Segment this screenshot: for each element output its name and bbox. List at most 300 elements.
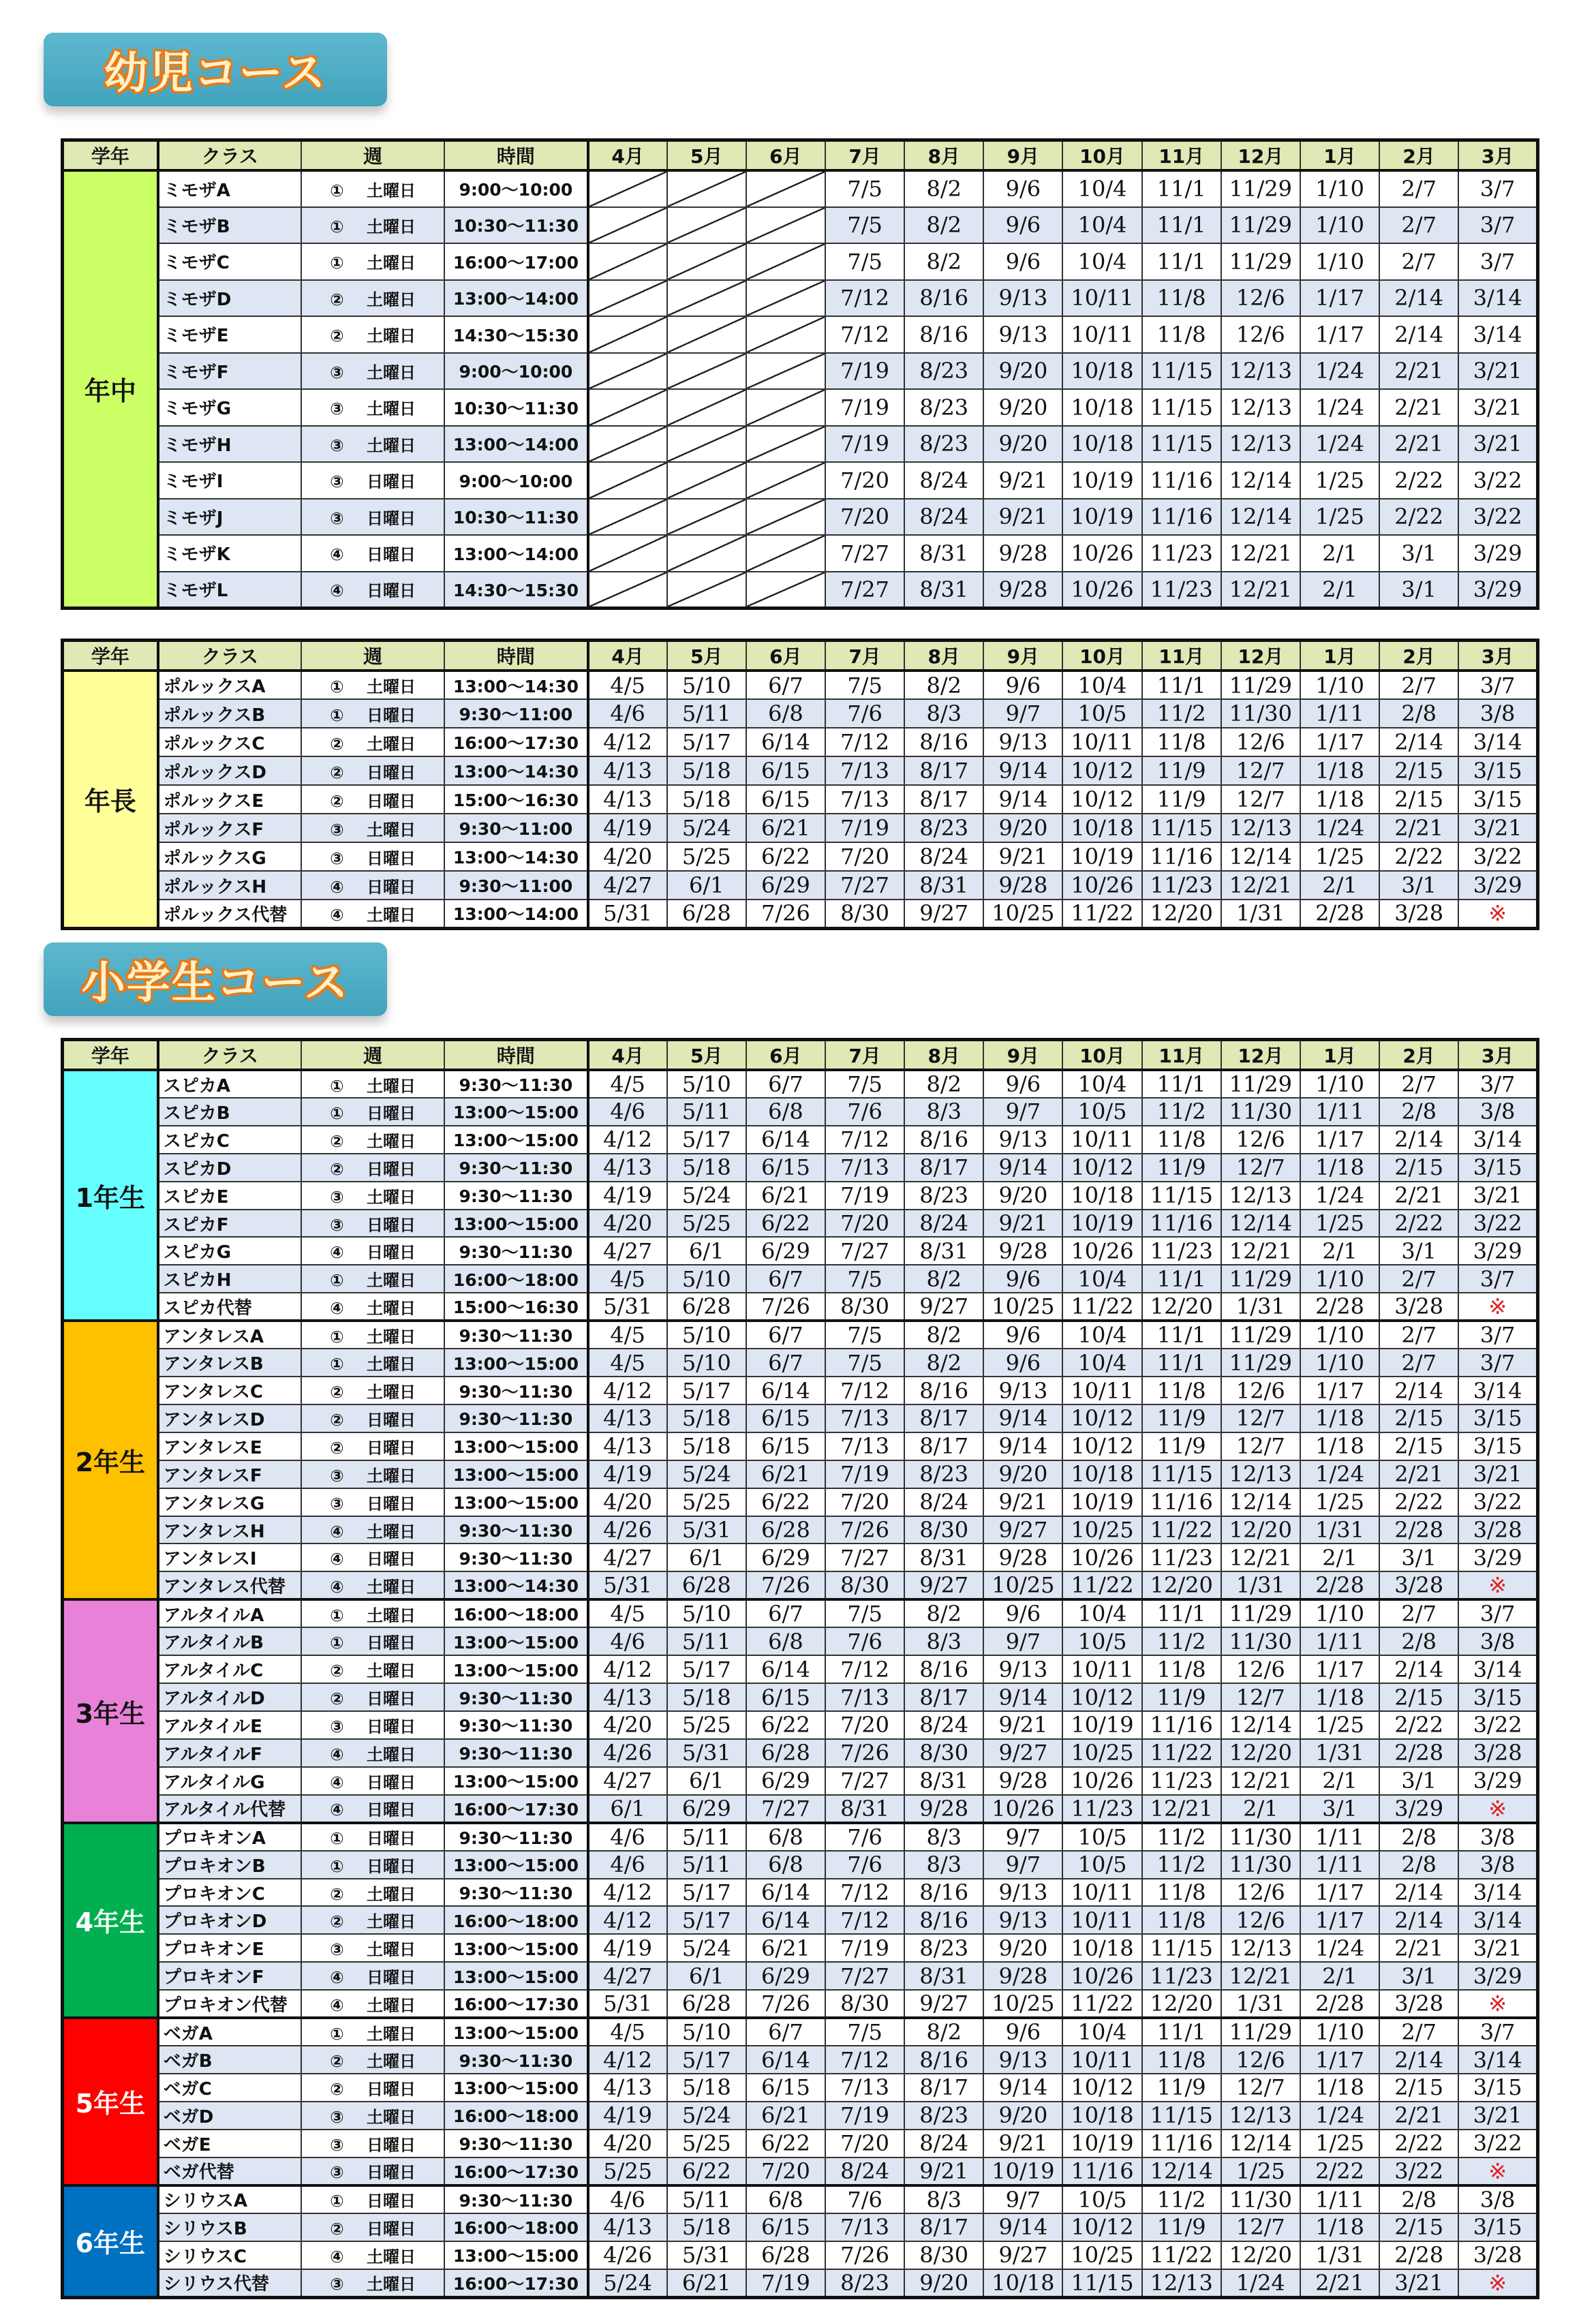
date-cell: 9/27 bbox=[983, 1739, 1062, 1767]
date-cell: 6/15 bbox=[746, 756, 825, 785]
date-cell: 9/28 bbox=[983, 871, 1062, 900]
time-cell: 16:00〜17:30 bbox=[444, 1990, 587, 2018]
table-row bbox=[63, 1321, 1538, 1349]
class-name: ポルックスA bbox=[158, 671, 301, 699]
week-number: ② bbox=[330, 1884, 344, 1904]
table-row bbox=[63, 2213, 1538, 2241]
date-cell: 1/31 bbox=[1221, 1571, 1300, 1599]
date-cell: 12/13 bbox=[1221, 389, 1300, 426]
date-cell: 8/2 bbox=[904, 1265, 983, 1293]
week-number: ② bbox=[330, 326, 344, 346]
table-row bbox=[63, 1544, 1538, 1571]
date-cell: 9/7 bbox=[983, 1851, 1062, 1879]
date-cell: 2/22 bbox=[1379, 1210, 1458, 1238]
date-cell: 10/12 bbox=[1062, 1432, 1141, 1460]
date-cell: 10/11 bbox=[1062, 1906, 1141, 1934]
table-row bbox=[63, 1293, 1538, 1321]
month-header: 12月 bbox=[1221, 140, 1300, 171]
date-cell: 7/6 bbox=[825, 2185, 904, 2213]
weekday: 日曜日 bbox=[366, 1829, 416, 1849]
week-number: ① bbox=[330, 181, 344, 200]
table-row bbox=[63, 1683, 1538, 1711]
date-cell: 2/22 bbox=[1379, 2130, 1458, 2157]
date-cell: 6/8 bbox=[746, 1098, 825, 1126]
date-cell: 8/17 bbox=[904, 756, 983, 785]
weekday: 土曜日 bbox=[366, 290, 416, 309]
date-cell: 4/6 bbox=[588, 2185, 667, 2213]
week-cell bbox=[301, 728, 444, 756]
date-cell: 7/13 bbox=[825, 2213, 904, 2241]
date-cell: 8/23 bbox=[904, 2102, 983, 2130]
date-cell: 8/31 bbox=[825, 1795, 904, 1823]
time-cell: 13:00〜15:00 bbox=[444, 1934, 587, 1962]
date-cell: 6/28 bbox=[667, 900, 746, 928]
table-row bbox=[63, 871, 1538, 900]
date-cell: 7/27 bbox=[825, 1767, 904, 1795]
date-cell: 10/12 bbox=[1062, 1683, 1141, 1711]
date-cell: 1/17 bbox=[1300, 1906, 1379, 1934]
week-number: ② bbox=[330, 2079, 344, 2099]
date-cell: 6/7 bbox=[746, 1265, 825, 1293]
date-cell: 9/6 bbox=[983, 671, 1062, 699]
date-cell: 6/22 bbox=[746, 1210, 825, 1238]
weekday: 土曜日 bbox=[366, 2024, 416, 2044]
date-cell: 4/19 bbox=[588, 814, 667, 842]
date-cell: 6/29 bbox=[746, 1767, 825, 1795]
date-cell: 2/21 bbox=[1379, 1934, 1458, 1962]
date-cell: 3/14 bbox=[1458, 1377, 1537, 1404]
date-cell: 7/27 bbox=[746, 1795, 825, 1823]
date-cell: 6/7 bbox=[746, 1349, 825, 1377]
date-cell: 6/7 bbox=[746, 1070, 825, 1098]
date-cell: 10/4 bbox=[1062, 1265, 1141, 1293]
date-cell: 11/23 bbox=[1142, 871, 1221, 900]
date-cell: 2/7 bbox=[1379, 170, 1458, 207]
date-cell: 5/25 bbox=[667, 1488, 746, 1516]
month-header: 10月 bbox=[1062, 140, 1141, 171]
date-cell: 9/21 bbox=[983, 499, 1062, 536]
date-cell: 9/6 bbox=[983, 1321, 1062, 1349]
date-cell: 3/15 bbox=[1458, 756, 1537, 785]
date-cell: 11/29 bbox=[1221, 2018, 1300, 2046]
date-cell: 4/20 bbox=[588, 842, 667, 871]
date-cell: 11/16 bbox=[1142, 1210, 1221, 1238]
week-cell bbox=[301, 1571, 444, 1599]
week-cell bbox=[301, 1404, 444, 1432]
class-name: プロキオン代替 bbox=[158, 1990, 301, 2018]
time-cell: 9:30〜11:00 bbox=[444, 871, 587, 900]
month-header: 3月 bbox=[1458, 140, 1537, 171]
date-cell: 8/30 bbox=[904, 1739, 983, 1767]
date-cell: 8/31 bbox=[904, 1767, 983, 1795]
date-cell: 3/29 bbox=[1379, 1795, 1458, 1823]
date-cell: 9/20 bbox=[904, 2269, 983, 2298]
date-cell: 8/24 bbox=[904, 462, 983, 499]
date-cell: 12/13 bbox=[1221, 2102, 1300, 2130]
table-row bbox=[63, 572, 1538, 609]
date-cell: 2/21 bbox=[1379, 1460, 1458, 1488]
month-header: 10月 bbox=[1062, 641, 1141, 671]
weekday: 日曜日 bbox=[366, 1103, 416, 1123]
date-cell: 5/31 bbox=[588, 900, 667, 928]
date-cell: 9/6 bbox=[983, 1349, 1062, 1377]
table-row bbox=[63, 1962, 1538, 1990]
date-cell: 12/13 bbox=[1142, 2269, 1221, 2298]
date-cell: 12/7 bbox=[1221, 756, 1300, 785]
date-cell: 7/13 bbox=[825, 1404, 904, 1432]
time-cell: 16:00〜17:30 bbox=[444, 2157, 587, 2185]
date-cell: 5/31 bbox=[588, 1293, 667, 1321]
week-cell bbox=[301, 2102, 444, 2130]
date-cell: 11/23 bbox=[1142, 1544, 1221, 1571]
date-cell: 11/16 bbox=[1142, 842, 1221, 871]
date-cell: 2/22 bbox=[1379, 842, 1458, 871]
table-row bbox=[63, 1237, 1538, 1265]
date-cell: 11/23 bbox=[1062, 1795, 1141, 1823]
week-number: ④ bbox=[330, 1243, 344, 1263]
date-cell: 4/27 bbox=[588, 1962, 667, 1990]
week-cell bbox=[301, 2018, 444, 2046]
weekday: 日曜日 bbox=[366, 581, 416, 600]
week-cell bbox=[301, 814, 444, 842]
date-cell: 9/13 bbox=[983, 316, 1062, 353]
week-number: ④ bbox=[330, 1298, 344, 1318]
table-row bbox=[63, 2102, 1538, 2130]
week-cell bbox=[301, 499, 444, 536]
date-cell: 4/12 bbox=[588, 1879, 667, 1907]
date-cell: 7/19 bbox=[825, 2102, 904, 2130]
grade-label: 1年生 bbox=[63, 1070, 158, 1321]
weekday: 土曜日 bbox=[366, 1383, 416, 1402]
date-cell: 8/30 bbox=[904, 1516, 983, 1544]
date-cell: 11/22 bbox=[1142, 1739, 1221, 1767]
date-cell: 10/18 bbox=[983, 2269, 1062, 2298]
date-cell: 9/13 bbox=[983, 1906, 1062, 1934]
time-cell: 16:00〜18:00 bbox=[444, 1265, 587, 1293]
date-cell: 6/1 bbox=[667, 1544, 746, 1571]
weekday: 日曜日 bbox=[366, 1856, 416, 1876]
week-cell bbox=[301, 1795, 444, 1823]
date-cell: 2/1 bbox=[1221, 1795, 1300, 1823]
date-cell: 8/24 bbox=[904, 2130, 983, 2157]
date-cell: 7/5 bbox=[825, 1070, 904, 1098]
date-cell: 7/19 bbox=[825, 814, 904, 842]
date-cell: 8/31 bbox=[904, 535, 983, 572]
date-cell: 3/21 bbox=[1458, 426, 1537, 463]
date-cell: 12/14 bbox=[1221, 499, 1300, 536]
date-cell: 12/13 bbox=[1221, 1182, 1300, 1210]
date-cell: 7/6 bbox=[825, 1851, 904, 1879]
date-cell: 2/21 bbox=[1379, 426, 1458, 463]
date-cell: 2/1 bbox=[1300, 1237, 1379, 1265]
weekday: 土曜日 bbox=[366, 1298, 416, 1318]
date-cell: 8/23 bbox=[904, 1460, 983, 1488]
date-cell: 9/6 bbox=[983, 2018, 1062, 2046]
date-cell: 2/8 bbox=[1379, 2185, 1458, 2213]
no-class-cell bbox=[667, 170, 746, 207]
date-cell: 8/23 bbox=[904, 1934, 983, 1962]
date-cell: 1/24 bbox=[1300, 426, 1379, 463]
week-cell bbox=[301, 1516, 444, 1544]
weekday: 土曜日 bbox=[366, 399, 416, 419]
date-cell: 7/27 bbox=[825, 871, 904, 900]
class-name: シリウスB bbox=[158, 2213, 301, 2241]
date-cell: 10/26 bbox=[1062, 1962, 1141, 1990]
date-cell: 11/30 bbox=[1221, 1627, 1300, 1655]
date-cell: 10/11 bbox=[1062, 2046, 1141, 2074]
weekday: 土曜日 bbox=[366, 217, 416, 236]
date-cell: 7/26 bbox=[746, 1293, 825, 1321]
date-cell: 11/1 bbox=[1142, 1265, 1221, 1293]
date-cell: 11/15 bbox=[1142, 814, 1221, 842]
no-class-cell bbox=[746, 572, 825, 609]
week-number: ③ bbox=[330, 1940, 344, 1960]
date-cell: 12/6 bbox=[1221, 1655, 1300, 1683]
date-cell: 3/21 bbox=[1458, 2102, 1537, 2130]
date-cell: 1/18 bbox=[1300, 2074, 1379, 2102]
date-cell: 1/11 bbox=[1300, 1627, 1379, 1655]
class-name: スピカF bbox=[158, 1210, 301, 1238]
class-name: スピカD bbox=[158, 1154, 301, 1182]
date-cell: 3/1 bbox=[1379, 1237, 1458, 1265]
date-cell: 11/2 bbox=[1142, 1823, 1221, 1851]
class-name: プロキオンF bbox=[158, 1962, 301, 1990]
date-cell: 7/20 bbox=[825, 1711, 904, 1739]
grade-label: 4年生 bbox=[63, 1823, 158, 2018]
table-row bbox=[63, 785, 1538, 814]
date-cell: 3/7 bbox=[1458, 2018, 1537, 2046]
weekday: 土曜日 bbox=[366, 254, 416, 273]
date-cell: 7/12 bbox=[825, 280, 904, 317]
date-cell: 6/7 bbox=[746, 2018, 825, 2046]
date-cell: 4/20 bbox=[588, 1210, 667, 1238]
week-number: ③ bbox=[330, 1717, 344, 1736]
week-cell bbox=[301, 1711, 444, 1739]
no-class-cell bbox=[588, 535, 667, 572]
date-cell: 10/12 bbox=[1062, 1404, 1141, 1432]
date-cell: 10/4 bbox=[1062, 1070, 1141, 1098]
date-cell: 11/2 bbox=[1142, 2185, 1221, 2213]
date-cell: 1/18 bbox=[1300, 1404, 1379, 1432]
date-cell: 2/1 bbox=[1300, 572, 1379, 609]
date-cell: 6/1 bbox=[667, 871, 746, 900]
date-cell: 7/12 bbox=[825, 1879, 904, 1907]
date-cell: 8/16 bbox=[904, 1377, 983, 1404]
date-cell: 11/15 bbox=[1062, 2269, 1141, 2298]
date-cell: 7/12 bbox=[825, 316, 904, 353]
week-cell bbox=[301, 1488, 444, 1516]
no-class-cell bbox=[667, 353, 746, 390]
date-cell: 12/6 bbox=[1221, 728, 1300, 756]
date-cell: 3/22 bbox=[1458, 1711, 1537, 1739]
date-cell: 2/8 bbox=[1379, 1627, 1458, 1655]
date-cell: 11/30 bbox=[1221, 1851, 1300, 1879]
weekday: 土曜日 bbox=[366, 1187, 416, 1207]
date-cell: 11/15 bbox=[1142, 1934, 1221, 1962]
time-cell: 9:30〜11:30 bbox=[444, 1683, 587, 1711]
date-cell: 12/7 bbox=[1221, 785, 1300, 814]
date-cell: 9/13 bbox=[983, 280, 1062, 317]
date-cell: 5/10 bbox=[667, 1321, 746, 1349]
date-cell: 2/22 bbox=[1379, 462, 1458, 499]
date-cell: 4/12 bbox=[588, 1126, 667, 1154]
date-cell: 3/22 bbox=[1458, 499, 1537, 536]
date-cell: 12/7 bbox=[1221, 2074, 1300, 2102]
date-cell: 7/19 bbox=[825, 1460, 904, 1488]
weekday: 土曜日 bbox=[366, 1355, 416, 1374]
date-cell: 4/12 bbox=[588, 1377, 667, 1404]
date-cell: 11/23 bbox=[1142, 1767, 1221, 1795]
table-row bbox=[63, 426, 1538, 463]
date-cell: 2/1 bbox=[1300, 871, 1379, 900]
month-header: 6月 bbox=[746, 1040, 825, 1071]
no-class-cell bbox=[667, 243, 746, 280]
date-cell: 9/21 bbox=[983, 462, 1062, 499]
date-cell: 9/28 bbox=[983, 572, 1062, 609]
weekday: 日曜日 bbox=[366, 2079, 416, 2099]
week-cell bbox=[301, 462, 444, 499]
date-cell: 5/10 bbox=[667, 1349, 746, 1377]
date-cell: 9/6 bbox=[983, 1599, 1062, 1627]
date-cell: 10/4 bbox=[1062, 671, 1141, 699]
date-cell: 7/12 bbox=[825, 2046, 904, 2074]
date-cell: 3/8 bbox=[1458, 2185, 1537, 2213]
table-row bbox=[63, 1210, 1538, 1238]
date-cell: 1/10 bbox=[1300, 2018, 1379, 2046]
date-cell: 7/12 bbox=[825, 728, 904, 756]
week-cell bbox=[301, 1098, 444, 1126]
no-class-cell bbox=[746, 462, 825, 499]
date-cell: 12/13 bbox=[1221, 814, 1300, 842]
date-cell: 7/27 bbox=[825, 1962, 904, 1990]
class-name: ミモザD bbox=[158, 280, 301, 317]
date-cell: 7/20 bbox=[825, 2130, 904, 2157]
date-cell: 11/8 bbox=[1142, 280, 1221, 317]
date-cell: 1/17 bbox=[1300, 2046, 1379, 2074]
date-cell: 12/13 bbox=[1221, 353, 1300, 390]
date-cell: 3/14 bbox=[1458, 2046, 1537, 2074]
date-cell: 1/31 bbox=[1221, 900, 1300, 928]
date-cell: 2/14 bbox=[1379, 728, 1458, 756]
table-row bbox=[63, 1990, 1538, 2018]
date-cell: 1/24 bbox=[1300, 389, 1379, 426]
class-header: クラス bbox=[158, 1040, 301, 1071]
table-row bbox=[63, 389, 1538, 426]
date-cell: 1/17 bbox=[1300, 1655, 1379, 1683]
date-cell: 7/20 bbox=[825, 1210, 904, 1238]
time-cell: 9:30〜11:30 bbox=[444, 1377, 587, 1404]
date-cell: 5/18 bbox=[667, 785, 746, 814]
date-cell: 3/7 bbox=[1458, 1070, 1537, 1098]
class-name: ポルックス代替 bbox=[158, 900, 301, 928]
table-row bbox=[63, 1851, 1538, 1879]
no-class-cell bbox=[746, 499, 825, 536]
date-cell: 9/20 bbox=[983, 1934, 1062, 1962]
date-cell: 1/24 bbox=[1221, 2269, 1300, 2298]
date-cell: 8/31 bbox=[904, 1237, 983, 1265]
week-number: ③ bbox=[330, 2163, 344, 2183]
date-cell: 10/26 bbox=[1062, 1544, 1141, 1571]
time-cell: 9:30〜11:30 bbox=[444, 1739, 587, 1767]
date-cell: 7/27 bbox=[825, 1237, 904, 1265]
grade-header: 学年 bbox=[63, 641, 158, 671]
week-cell bbox=[301, 1321, 444, 1349]
date-cell: 3/15 bbox=[1458, 785, 1537, 814]
week-cell bbox=[301, 2157, 444, 2185]
class-name: スピカA bbox=[158, 1070, 301, 1098]
week-cell bbox=[301, 2241, 444, 2269]
date-cell: 3/7 bbox=[1458, 1265, 1537, 1293]
date-cell: 9/27 bbox=[983, 2241, 1062, 2269]
date-cell: 9/13 bbox=[983, 2046, 1062, 2074]
week-number: ④ bbox=[330, 1772, 344, 1792]
date-cell: 11/22 bbox=[1142, 2241, 1221, 2269]
weekday: 日曜日 bbox=[366, 1772, 416, 1792]
date-cell: 12/7 bbox=[1221, 1404, 1300, 1432]
week-cell bbox=[301, 1990, 444, 2018]
week-cell bbox=[301, 1349, 444, 1377]
date-cell: 5/17 bbox=[667, 728, 746, 756]
class-name: ミモザL bbox=[158, 572, 301, 609]
week-cell bbox=[301, 756, 444, 785]
time-cell: 16:00〜18:00 bbox=[444, 1599, 587, 1627]
date-cell: 8/17 bbox=[904, 1154, 983, 1182]
week-header: 週 bbox=[301, 140, 444, 171]
date-cell: 12/20 bbox=[1142, 1990, 1221, 2018]
date-cell: 11/1 bbox=[1142, 1349, 1221, 1377]
week-number: ③ bbox=[330, 1215, 344, 1235]
week-cell bbox=[301, 1126, 444, 1154]
date-cell: 2/14 bbox=[1379, 280, 1458, 317]
date-cell: 12/20 bbox=[1221, 1516, 1300, 1544]
date-cell: 3/1 bbox=[1379, 1544, 1458, 1571]
date-cell: 8/17 bbox=[904, 1404, 983, 1432]
date-cell: 6/28 bbox=[667, 1571, 746, 1599]
date-cell: 11/22 bbox=[1142, 1516, 1221, 1544]
grade-header: 学年 bbox=[63, 1040, 158, 1071]
date-cell: 10/4 bbox=[1062, 170, 1141, 207]
table-row bbox=[63, 1795, 1538, 1823]
date-cell: 8/2 bbox=[904, 1321, 983, 1349]
month-header: 2月 bbox=[1379, 1040, 1458, 1071]
weekday: 日曜日 bbox=[366, 1410, 416, 1430]
date-cell: 3/22 bbox=[1458, 2130, 1537, 2157]
weekday: 土曜日 bbox=[366, 1327, 416, 1347]
date-cell: 9/20 bbox=[983, 389, 1062, 426]
date-cell: 10/5 bbox=[1062, 699, 1141, 728]
date-cell: 6/28 bbox=[667, 1990, 746, 2018]
date-cell: 10/11 bbox=[1062, 1655, 1141, 1683]
week-cell bbox=[301, 1544, 444, 1571]
date-cell: 4/5 bbox=[588, 1599, 667, 1627]
week-number: ④ bbox=[330, 877, 344, 897]
month-header: 7月 bbox=[825, 1040, 904, 1071]
date-cell: 6/22 bbox=[746, 842, 825, 871]
section-title-infant: 幼児コース bbox=[44, 33, 387, 106]
class-name: ポルックスB bbox=[158, 699, 301, 728]
time-cell: 14:30〜15:30 bbox=[444, 572, 587, 609]
weekday: 日曜日 bbox=[366, 2219, 416, 2239]
date-cell: 6/15 bbox=[746, 2074, 825, 2102]
date-cell: 6/28 bbox=[746, 1739, 825, 1767]
class-name: ベガD bbox=[158, 2102, 301, 2130]
date-cell: 12/14 bbox=[1142, 2157, 1221, 2185]
date-cell: 2/1 bbox=[1300, 1544, 1379, 1571]
date-cell: 11/22 bbox=[1062, 1571, 1141, 1599]
date-cell: 7/5 bbox=[825, 207, 904, 244]
date-cell: 11/9 bbox=[1142, 2074, 1221, 2102]
date-cell: 10/11 bbox=[1062, 1126, 1141, 1154]
